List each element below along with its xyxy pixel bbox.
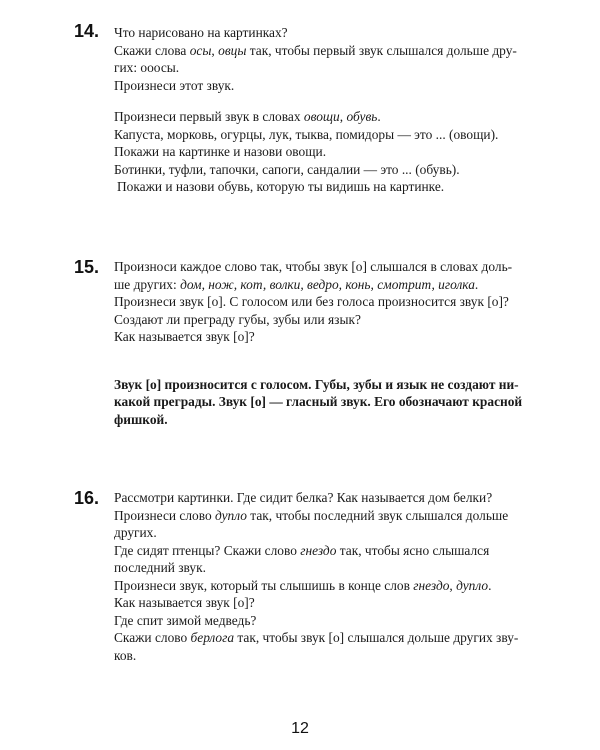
rule-line: Звук [о] произносится с голосом. Губы, зубы и язык не создают ни-: [114, 376, 519, 392]
text-line: Где сидят птенцы? Скажи слово гнездо так, чтобы ясно слышался: [114, 542, 490, 558]
text-line: Создают ли преграду губы, зубы или язык?: [114, 311, 361, 327]
task-number: 14.: [74, 21, 100, 41]
text-line: Ботинки, туфли, тапочки, сапоги, сандалии — это ... (обувь).: [114, 161, 460, 177]
text-line: Как называется звук [о]?: [114, 595, 255, 610]
text-line: других.: [114, 525, 157, 540]
text-line: Произнеси слово дупло так, чтобы последний звук слышался дольше: [114, 507, 509, 523]
italic-word: дупло: [215, 507, 247, 523]
italic-word: осы: [189, 42, 212, 58]
rule-line: фишкой.: [114, 411, 168, 427]
text-line: Скажи слово берлога так, чтобы звук [о] слышался дольше других зву-: [114, 630, 519, 645]
text-line: Скажи слова осы, овцы так, чтобы первый звук слышался дольше дру-: [114, 42, 517, 58]
text-line: Капуста, морковь, огурцы, лук, тыква, помидоры — это ... (овощи).: [114, 126, 499, 142]
text-line: Произноси каждое слово так, чтобы звук [о] слышался в словах доль-: [114, 259, 513, 274]
task-text: [114, 258, 566, 428]
italic-word: дупло: [456, 577, 489, 593]
task-number: 15.: [74, 257, 100, 277]
task-number: 16.: [74, 488, 100, 508]
italic-word: овощи: [303, 109, 340, 124]
italic-word: гнездо: [413, 577, 450, 593]
italic-word: обувь: [346, 109, 378, 124]
text-line: Как называется звук [о]?: [114, 329, 255, 344]
text-line: Рассмотри картинки. Где сидит белка? Как называется дом белки?: [114, 490, 493, 505]
italic-words: дом, нож, кот, волки, ведро, конь, смотрит, иголка: [180, 276, 475, 292]
text-line: ков.: [114, 647, 137, 663]
italic-word: гнездо: [300, 542, 337, 558]
text-line: Где спит зимой медведь?: [114, 612, 257, 628]
text-line: ше других: дом, нож, кот, волки, ведро, конь, смотрит, иголка.: [114, 276, 479, 292]
task-text: [114, 24, 566, 196]
task-text: [114, 489, 566, 664]
text-line: Произнеси звук, который ты слышишь в конце слов гнездо, дупло.: [114, 577, 492, 593]
text-line: Покажи и назови обувь, которую ты видишь на картинке.: [117, 179, 445, 194]
rule-line: какой преграды. Звук [о] — гласный звук. Его обозначают красной: [114, 394, 523, 409]
text-line: Покажи на картинке и назови овощи.: [114, 144, 327, 159]
page-number: 12: [291, 720, 309, 737]
text-line: гих: ооосы.: [114, 60, 180, 75]
text-line: Произнеси этот звук.: [114, 77, 235, 93]
text-line: Произнеси первый звук в словах овощи, обувь.: [114, 109, 381, 124]
italic-word: берлога: [190, 630, 235, 645]
text-line: Что нарисовано на картинках?: [114, 25, 288, 40]
text-line: последний звук.: [114, 560, 206, 575]
rule-box: [114, 376, 566, 429]
text-line: Произнеси звук [о]. С голосом или без голоса произносится звук [о]?: [114, 294, 509, 309]
italic-word: овцы: [218, 42, 247, 58]
